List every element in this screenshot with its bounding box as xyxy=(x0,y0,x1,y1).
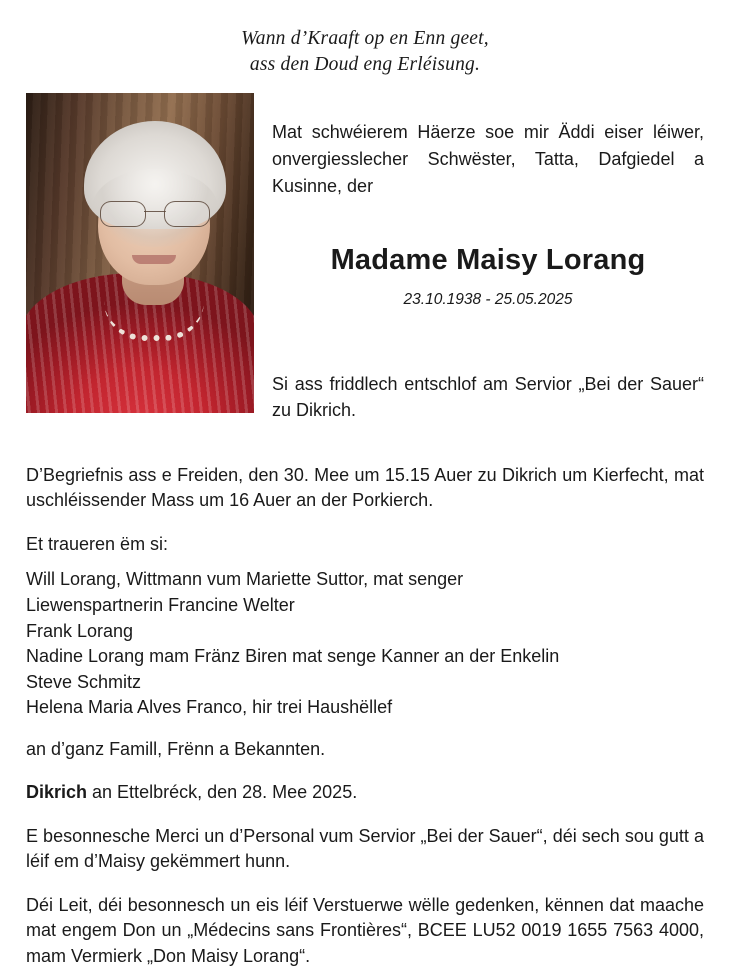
announcement-lead: Mat schwéierem Häerze soe mir Äddi eiser léiwer, onvergiesslecher Schwëster, Tatta, Dafgiedel a Kusinne, der xyxy=(272,121,704,196)
list-item: Nadine Lorang mam Fränz Biren mat senge Kanner an der Enkelin xyxy=(26,646,560,667)
deceased-name: Madame Maisy Lorang xyxy=(330,243,646,276)
portrait-photo xyxy=(26,93,254,413)
mourners-list xyxy=(26,567,704,720)
funeral-details: D’Begriefnis ass e Freiden, den 30. Mee um 15.15 Auer zu Dikrich um Kierfecht, mat uschléissender Mass um 16 Auer an der Porkierch. xyxy=(26,464,704,511)
epigraph xyxy=(26,26,704,79)
list-item: Steve Schmitz xyxy=(26,671,142,692)
glasses-lens-left xyxy=(100,201,146,227)
list-item: Helena Maria Alves Franco, hir trei Haushëllef xyxy=(26,697,393,718)
top-block xyxy=(26,93,704,441)
epigraph-line-1: Wann d’Kraaft op en Enn geet, xyxy=(241,28,489,49)
mourners-closing: an d’ganz Famill, Frënn a Bekannten. xyxy=(26,738,326,759)
glasses-icon xyxy=(100,201,210,227)
place-name: Dikrich xyxy=(26,782,88,803)
glasses-bridge xyxy=(144,211,166,213)
top-text-column xyxy=(272,93,704,441)
place-date-rest: an Ettelbréck, den 28. Mee 2025. xyxy=(87,782,358,803)
mourners-intro: Et traueren ëm si: xyxy=(26,533,169,554)
glasses-lens-right xyxy=(164,201,210,227)
place-and-date xyxy=(26,780,704,806)
epigraph-line-2: ass den Doud eng Erléisung. xyxy=(249,54,481,76)
list-item: Will Lorang, Wittmann vum Mariette Suttor, mat senger xyxy=(26,569,464,590)
donation-paragraph: Déi Leit, déi besonnesch un eis léif Verstuerwe wëlle gedenken, kënnen dat maache mat engem Don un „Médecins sans Frontières“, BCEE LU52 0019 1655 7563 4000, mam Vermierk „Don Maisy Lorang“. xyxy=(26,894,704,967)
life-dates: 23.10.1938 - 25.05.2025 xyxy=(403,290,573,308)
body-text xyxy=(26,463,704,970)
passing-statement: Si ass friddlech entschlof am Servior „Bei der Sauer“ zu Dikrich. xyxy=(272,373,704,420)
list-item: Liewenspartnerin Francine Welter xyxy=(26,595,295,615)
thanks-paragraph: E besonnesche Merci un d’Personal vum Servior „Bei der Sauer“, déi sech sou gutt a léif em d’Maisy gekëmmert hunn. xyxy=(26,825,704,872)
list-item: Frank Lorang xyxy=(26,620,134,641)
photo-mouth xyxy=(132,255,176,264)
